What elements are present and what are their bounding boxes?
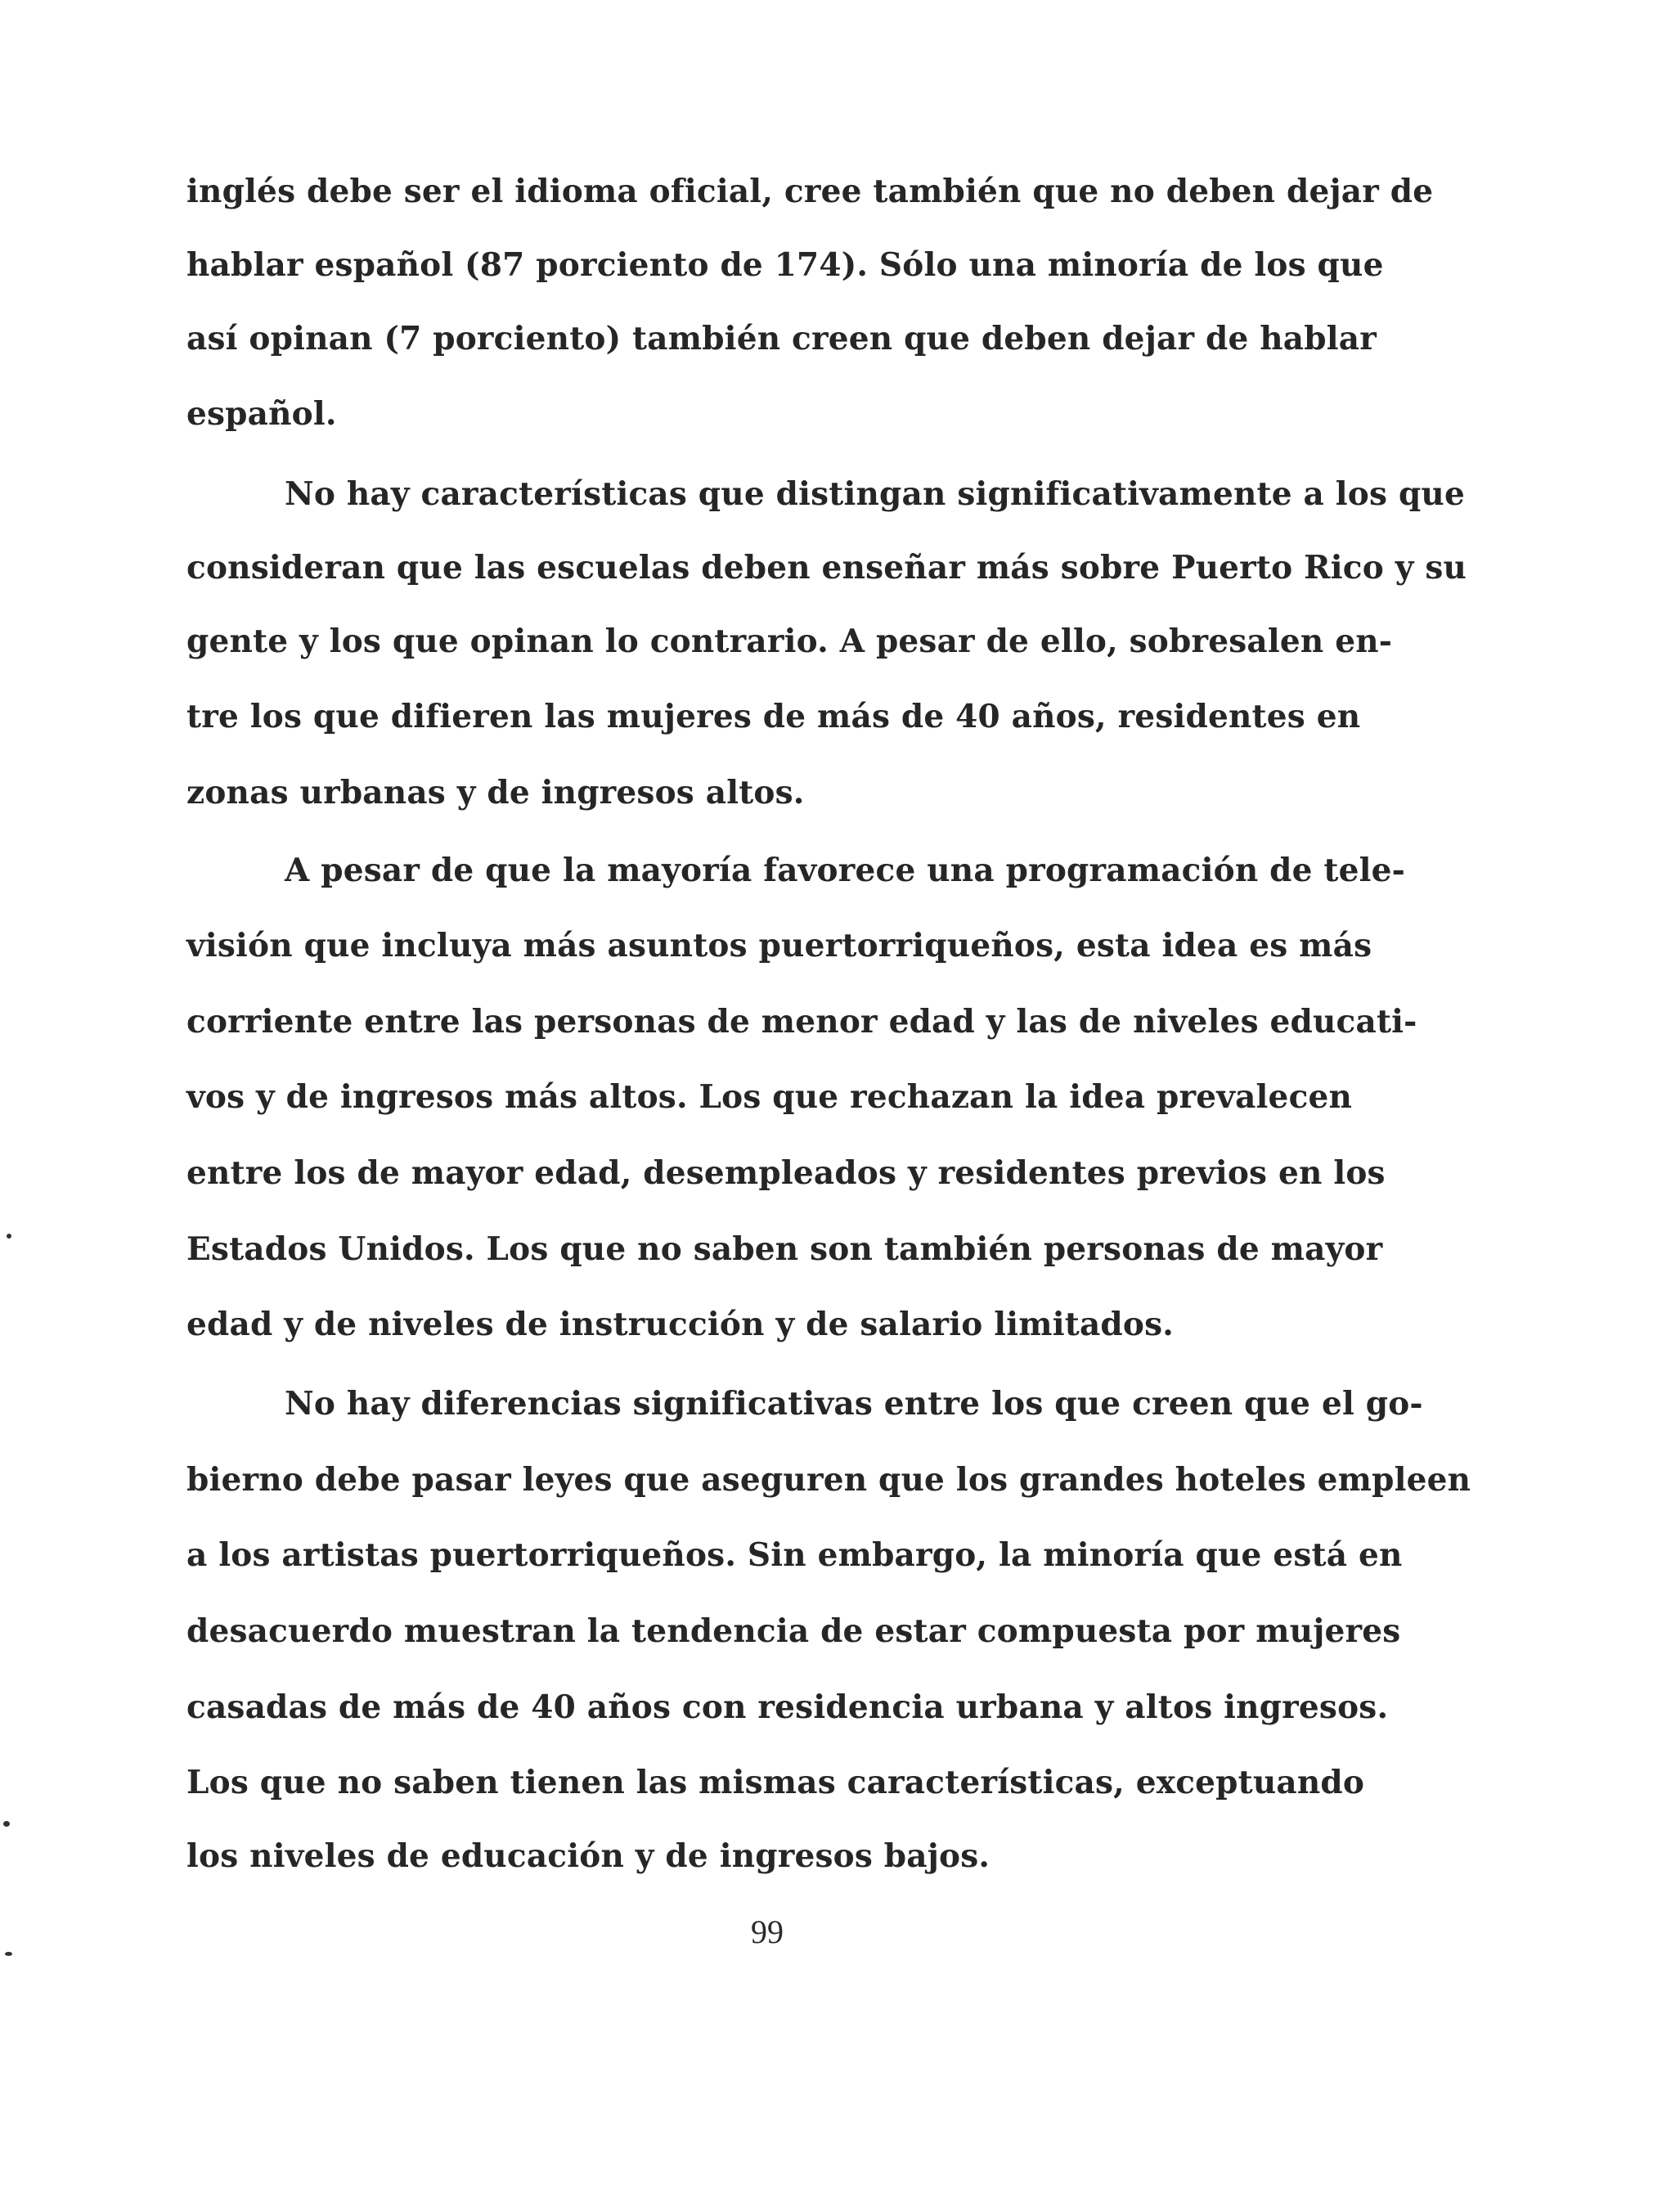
paragraph-4-line-1: No hay diferencias significativas entre los que creen que el go-	[285, 1385, 1423, 1423]
paragraph-2-line-5: zonas urbanas y de ingresos altos.	[186, 774, 805, 812]
paragraph-4-line-7: los niveles de educación y de ingresos bajos.	[186, 1837, 990, 1875]
paragraph-4-line-3: a los artistas puertorriqueños. Sin embargo, la minoría que está en	[186, 1536, 1403, 1574]
paragraph-2-line-1: No hay características que distingan significativamente a los que	[285, 475, 1465, 513]
page-number: 99	[751, 1913, 784, 1950]
paragraph-1-line-1: inglés debe ser el idioma oficial, cree también que no deben dejar de	[186, 173, 1434, 210]
paragraph-1-line-2: hablar español (87 porciento de 174). Sólo una minoría de los que	[186, 246, 1384, 284]
paragraph-4-line-5: casadas de más de 40 años con residencia urbana y altos ingresos.	[186, 1688, 1389, 1726]
paragraph-1-line-4: español.	[186, 395, 337, 433]
scan-speck	[5, 1952, 12, 1956]
paragraph-3-line-1: A pesar de que la mayoría favorece una programación de tele-	[285, 852, 1406, 889]
paragraph-3-line-7: edad y de niveles de instrucción y de salario limitados.	[186, 1306, 1175, 1343]
paragraph-2-line-4: tre los que difieren las mujeres de más de 40 años, residentes en	[186, 698, 1361, 735]
scan-speck	[3, 1821, 10, 1827]
paragraph-2-line-3: gente y los que opinan lo contrario. A pesar de ello, sobresalen en-	[186, 623, 1393, 660]
paragraph-4-line-2: bierno debe pasar leyes que aseguren que los grandes hoteles empleen	[186, 1461, 1471, 1499]
paragraph-3-line-2: visión que incluya más asuntos puertorriqueños, esta idea es más	[186, 927, 1372, 964]
scan-speck	[7, 1234, 11, 1239]
paragraph-1-line-3: así opinan (7 porciento) también creen que deben dejar de hablar	[186, 320, 1377, 357]
paragraph-3-line-5: entre los de mayor edad, desempleados y residentes previos en los	[186, 1154, 1386, 1192]
paragraph-3-line-3: corriente entre las personas de menor edad y las de niveles educati-	[186, 1003, 1417, 1041]
paragraph-2-line-2: consideran que las escuelas deben enseñar más sobre Puerto Rico y su	[186, 549, 1467, 587]
paragraph-3-line-6: Estados Unidos. Los que no saben son también personas de mayor	[186, 1230, 1383, 1268]
paragraph-4-line-6: Los que no saben tienen las mismas características, exceptuando	[186, 1764, 1365, 1801]
paragraph-4-line-4: desacuerdo muestran la tendencia de estar compuesta por mujeres	[186, 1612, 1401, 1650]
paragraph-3-line-4: vos y de ingresos más altos. Los que rechazan la idea prevalecen	[186, 1078, 1353, 1116]
